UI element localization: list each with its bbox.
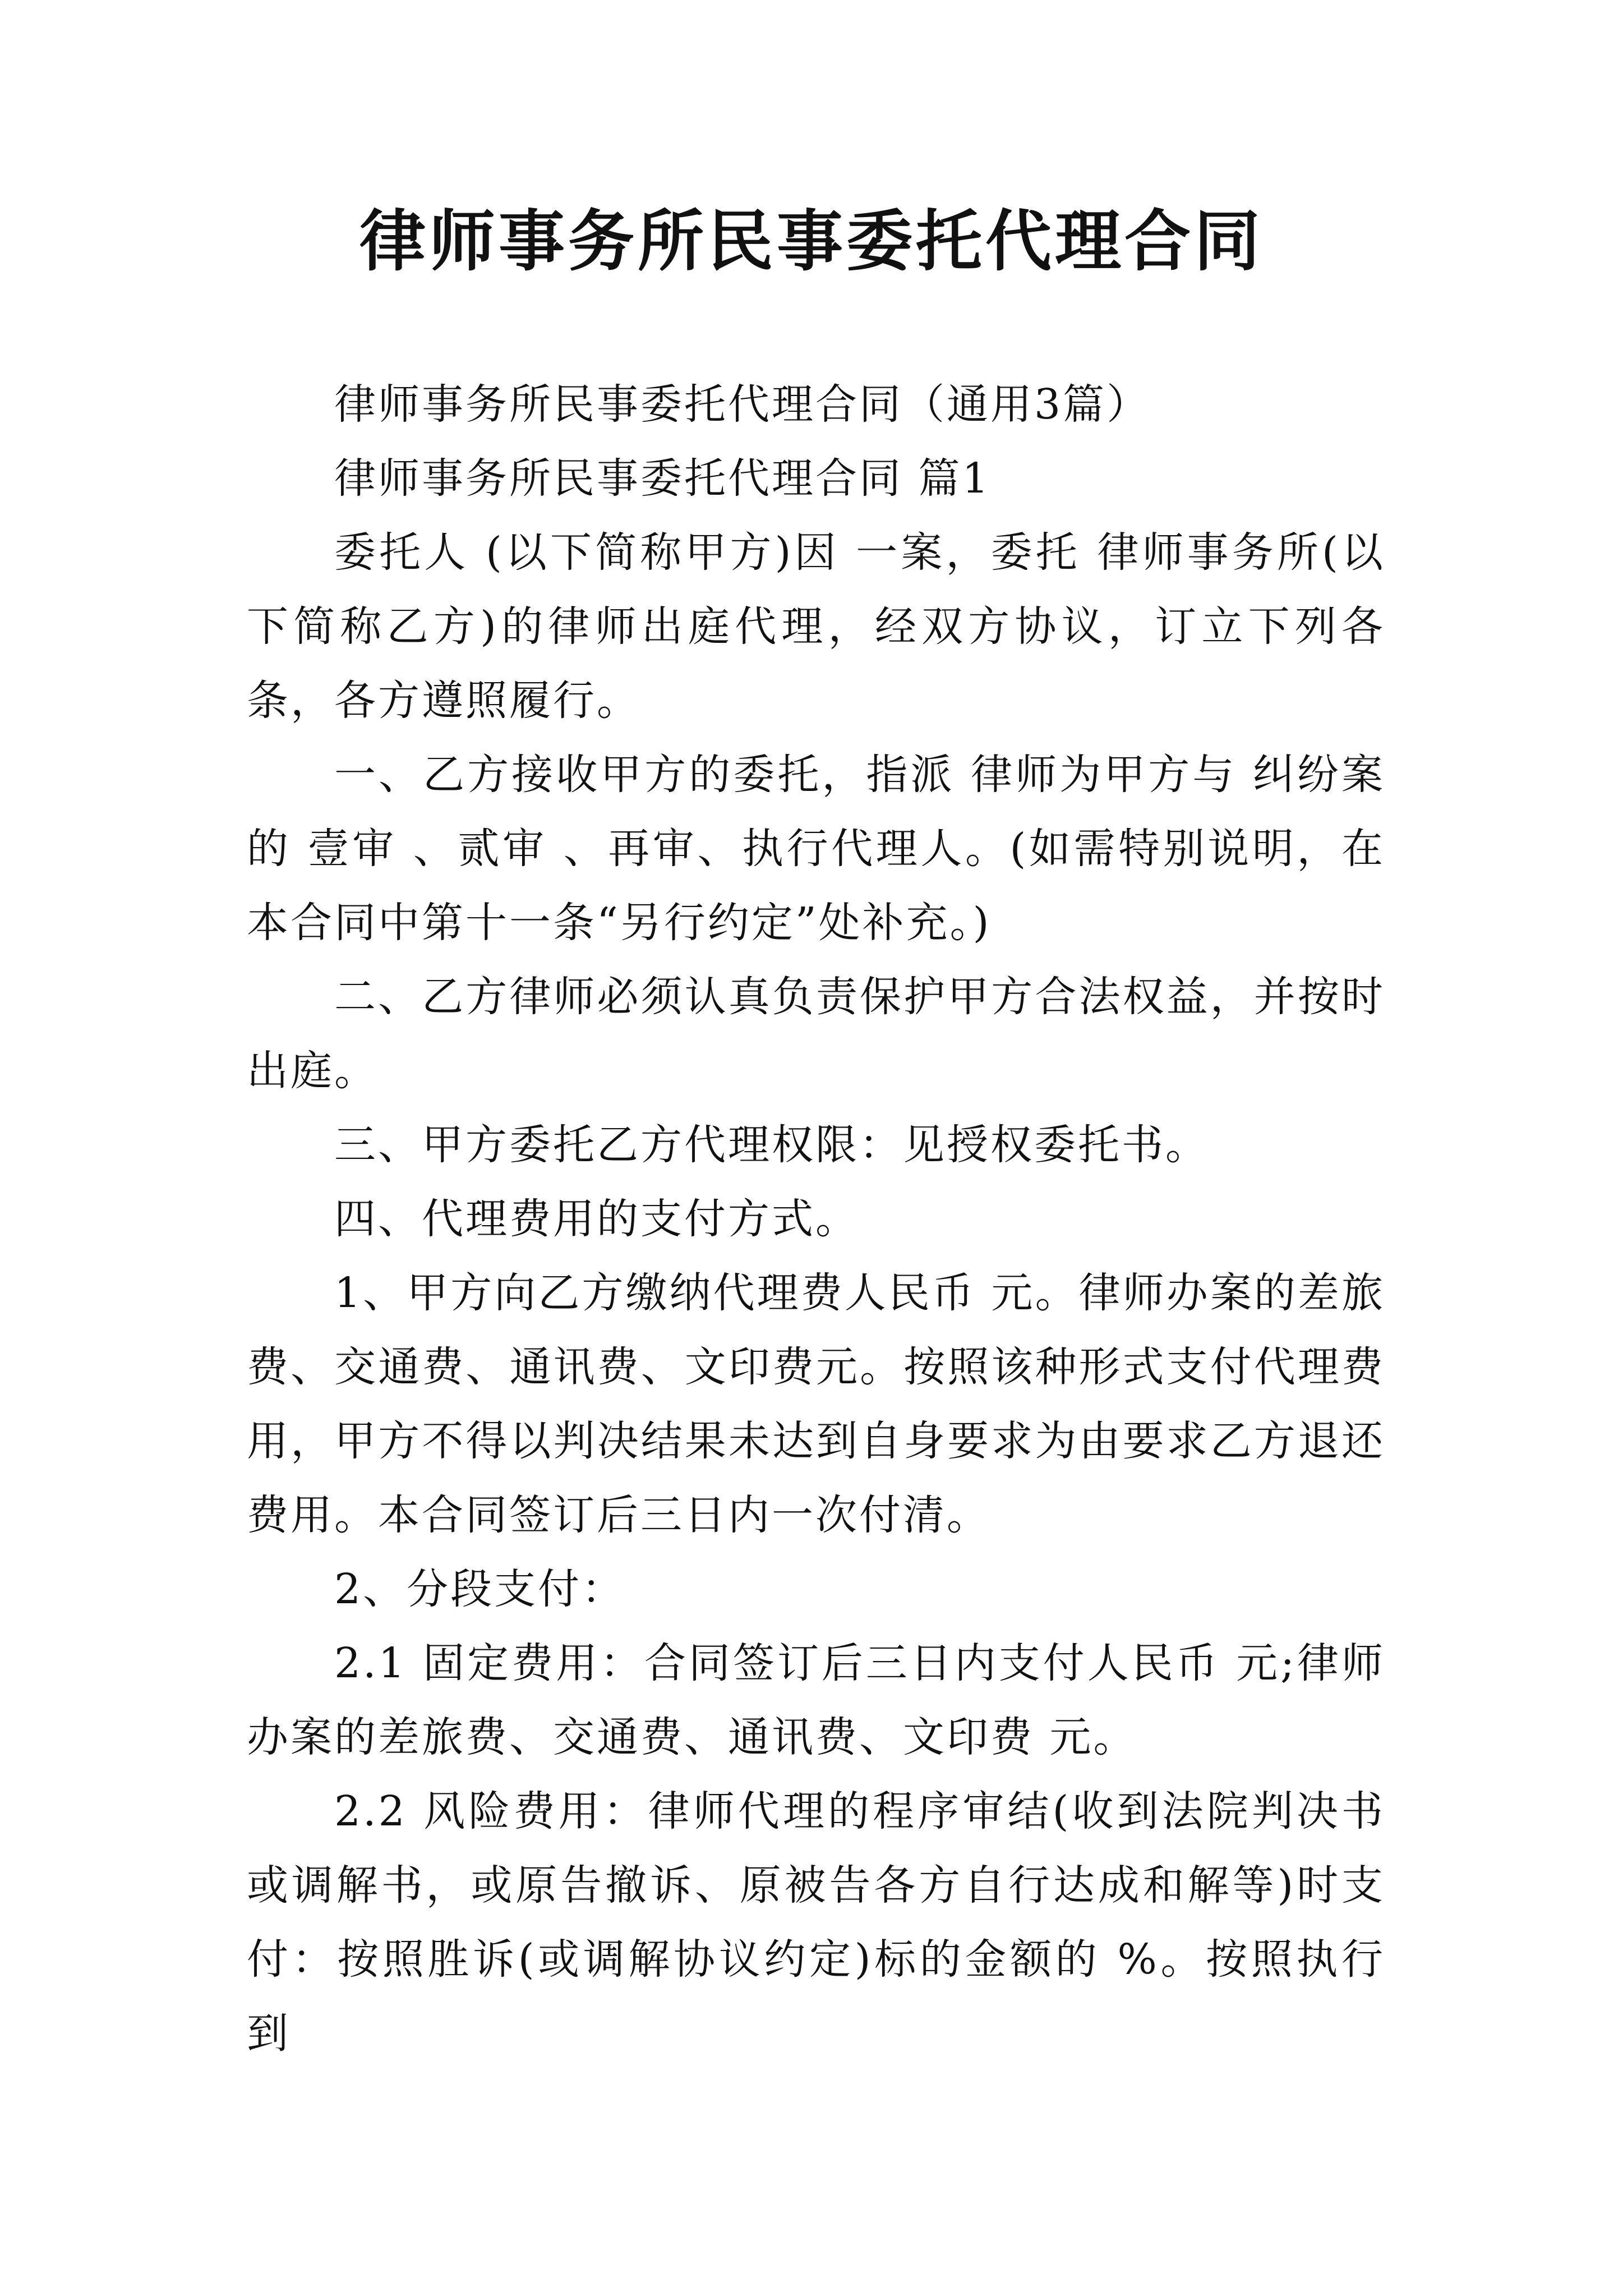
paragraph-clause-4-item-2: 2、分段支付： (334, 1565, 626, 1613)
paragraph-clause-4-item-1: 1、甲方向乙方缴纳代理费人民币 元。律师办案的差旅费、交通费、通讯费、文印费元。按照该种形式支付代理费用，甲方不得以判决结果未达到自身要求为由要求乙方退还费用。本合同签订后三日内一次付清。 (247, 1269, 1385, 1539)
paragraph-clause-4-item-2-2: 2.2 风险费用：律师代理的程序审结(收到法院判决书或调解书，或原告撤诉、原被告各方自行达成和解等)时支付：按照胜诉(或调解协议约定)标的金额的 %。按照执行到 (247, 1787, 1385, 2058)
document-body (247, 367, 1385, 2070)
paragraph-clause-4-item-2-1: 2.1 固定费用：合同签订后三日内支付人民币 元;律师办案的差旅费、交通费、通讯费、文印费 元。 (247, 1639, 1385, 1761)
document-title: 律师事务所民事委托代理合同 (359, 203, 1264, 280)
paragraph-clause-3: 三、甲方委托乙方代理权限：见授权委托书。 (334, 1121, 1209, 1169)
paragraph-clause-4: 四、代理费用的支付方式。 (334, 1195, 859, 1243)
paragraph-section-heading: 律师事务所民事委托代理合同 篇1 (334, 454, 991, 503)
paragraph-intro: 委托人 (以下简称甲方)因 一案，委托 律师事务所(以下简称乙方)的律师出庭代理，经双方协议，订立下列各条，各方遵照履行。 (247, 528, 1385, 725)
paragraph-clause-1: 一、乙方接收甲方的委托，指派 律师为甲方与 纠纷案的 壹审 、贰审 、再审、执行代理人。(如需特别说明，在本合同中第十一条“另行约定”处补充。) (247, 751, 1385, 947)
paragraph-subtitle: 律师事务所民事委托代理合同（通用3篇） (334, 380, 1151, 429)
paragraph-clause-2: 二、乙方律师必须认真负责保护甲方合法权益，并按时出庭。 (247, 973, 1385, 1095)
